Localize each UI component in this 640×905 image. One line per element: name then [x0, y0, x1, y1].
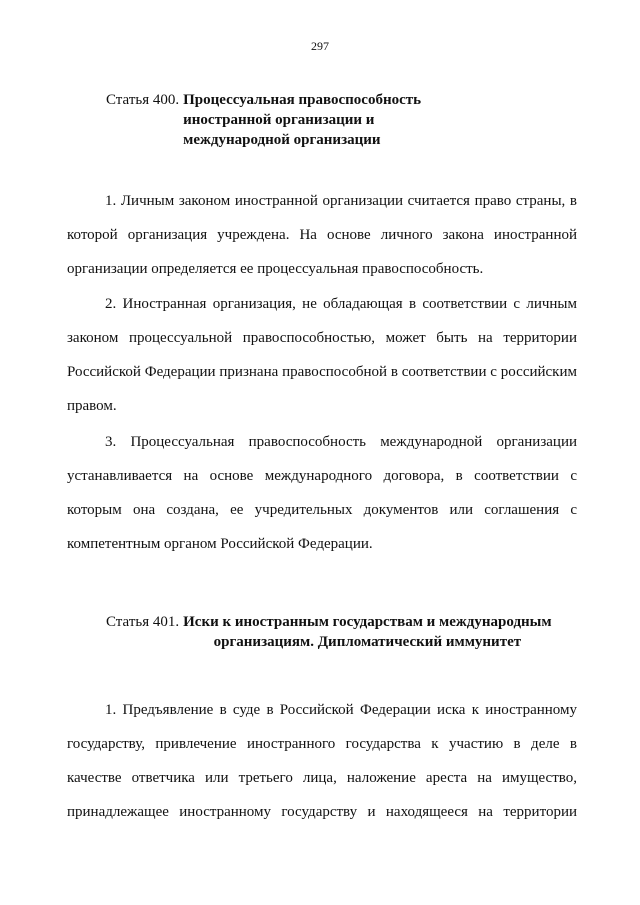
article-400-paragraph-3: 3. Процессуальная правоспособность международной организации устанавливается на основе международного договора, в соответствии с которым она создана, ее учредительных документов или соглашения с компетентным органом Российской Федерации. — [67, 434, 577, 552]
article-400-title: Процессуальная правоспособность иностранной организации и международной организации — [183, 92, 422, 148]
article-400-number: Статья 400. — [106, 92, 180, 108]
article-400-paragraph-2: 2. Иностранная организация, не обладающая в соответствии с личным законом процессуальной правоспособностью, может быть на территории Российской Федерации признана правоспособной в соответствии с российским правом. — [67, 296, 577, 414]
page-number: 297 — [311, 39, 329, 53]
article-400-paragraph-1: 1. Личным законом иностранной организации считается право страны, в которой организация учреждена. На основе личного закона иностранной организации определяется ее процессуальная правоспособность. — [67, 193, 577, 277]
article-401-number: Статья 401. — [106, 614, 180, 630]
article-401-title: Иски к иностранным государствам и международным организациям. Дипломатический иммунитет — [183, 614, 552, 650]
article-401-heading — [106, 612, 552, 652]
article-401-paragraph-1: 1. Предъявление в суде в Российской Федерации иска к иностранному государству, привлечение иностранного государства к участию в деле в качестве ответчика или третьего лица, наложение ареста на имущество, принадлежащее иностранному государству и находящееся на территории — [67, 702, 577, 820]
article-400-heading — [106, 90, 421, 150]
